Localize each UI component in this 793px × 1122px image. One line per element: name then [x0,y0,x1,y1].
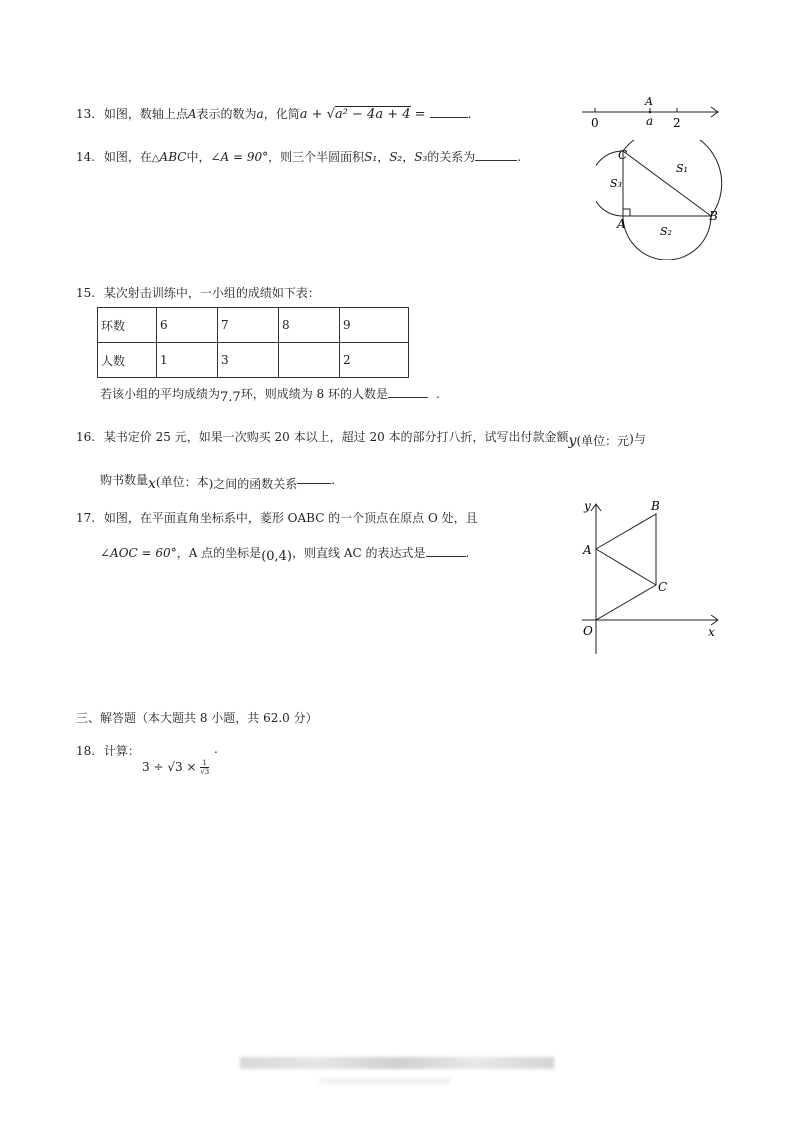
vertex-c-label: C [658,580,668,594]
rhombus-coordinate-figure [578,494,723,659]
table-cell: 环数 [98,308,157,343]
vertex-a-label: A [617,217,626,231]
question-17-line2: ∠AOC = 60°，A 点的坐标是(0,4)，则直线 AC 的表达式是 . [100,546,470,564]
vertex-b-label: B [709,209,718,223]
angle-expression: ∠AOC = 60° [100,546,177,560]
question-number: 13. [76,107,96,121]
question-17: 17. 如图，在平面直角坐标系中，菱形 OABC 的一个顶点在原点 O 处，且 [76,508,478,528]
tick-label-2: 2 [673,116,681,130]
vertex-a-label: A [583,543,592,557]
point-label: A [187,107,197,121]
number-line-figure [578,92,728,132]
table-cell: 2 [340,343,409,378]
question-18-period: . [214,742,218,756]
question-15-followup: 若该小组的平均成绩为7.7环，则成绩为 8 环的人数是 . [100,387,440,405]
y-axis-label: y [584,499,591,513]
tick-label-a: a [646,114,654,128]
area-s2-label: S₂ [660,225,672,238]
score-table [97,307,409,378]
area-s3-label: S₃ [610,177,622,190]
fraction: $\frac{1}{√3}$ [200,759,210,776]
answer-blank[interactable] [430,105,468,118]
area-s1-label: S₁ [676,162,688,175]
question-number: 15. [76,286,96,300]
table-cell: 9 [340,308,409,343]
question-text: 表示的数为 [196,107,257,121]
table-row [98,343,409,378]
origin-o-label: O [583,624,593,638]
answer-blank[interactable] [475,148,517,161]
question-14: 14. 如图，在△ABC中，∠A = 90°，则三个半圆面积S₁，S₂，S₃的关系为 . [76,147,521,169]
question-18: 18. 计算： [76,741,140,761]
variable: a [256,107,264,121]
question-number: 18. [76,744,96,758]
math-expression: 3 ÷ √3 × $\frac{1}{√3}$ [142,759,210,776]
question-16-line2: 购书数量x(单位：本)之间的函数关系 . [100,473,336,492]
vertex-c-label: C [618,148,628,162]
question-text: 如图，数轴上点 [103,107,188,121]
question-text: ，化简 [263,107,300,121]
answer-blank[interactable] [426,544,466,557]
table-cell: 6 [157,308,218,343]
x-axis-label: x [708,625,715,639]
question-13: 13. 如图，数轴上点A表示的数为a，化简a + √a² − 4a + 4 = . [76,104,472,125]
section-heading: 三、解答题（本大题共 8 小题，共 62.0 分） [76,711,318,725]
table-row [98,308,409,343]
table-cell: 3 [218,343,279,378]
answer-blank[interactable] [297,471,331,484]
math-expression: a + √a² − 4a + 4 = [299,107,430,122]
semicircle-figure [596,140,726,260]
tick-label-0: 0 [591,116,599,130]
answer-blank[interactable] [388,385,428,398]
question-number: 16. [76,430,96,444]
table-cell: 1 [157,343,218,378]
table-cell: 8 [279,308,340,343]
question-15: 15. 某次射击训练中，一小组的成绩如下表： [76,283,320,303]
coordinate: (0,4) [261,549,293,564]
table-cell [279,343,340,378]
average-value: 7.7 [220,390,241,405]
table-cell: 人数 [98,343,157,378]
point-a-label: A [645,95,653,108]
angle-expression: ∠A = 90° [210,150,269,164]
question-16: 16. 某书定价 25 元，如果一次购买 20 本以上，超过 20 本的部分打八折，试写出付款金额y(单位：元)与 [76,427,646,447]
table-cell: 7 [218,308,279,343]
blurred-footer [240,1057,554,1069]
question-number: 14. [76,150,96,164]
question-number: 17. [76,511,96,525]
blurred-footer-sub [320,1078,450,1084]
vertex-b-label: B [651,499,660,513]
